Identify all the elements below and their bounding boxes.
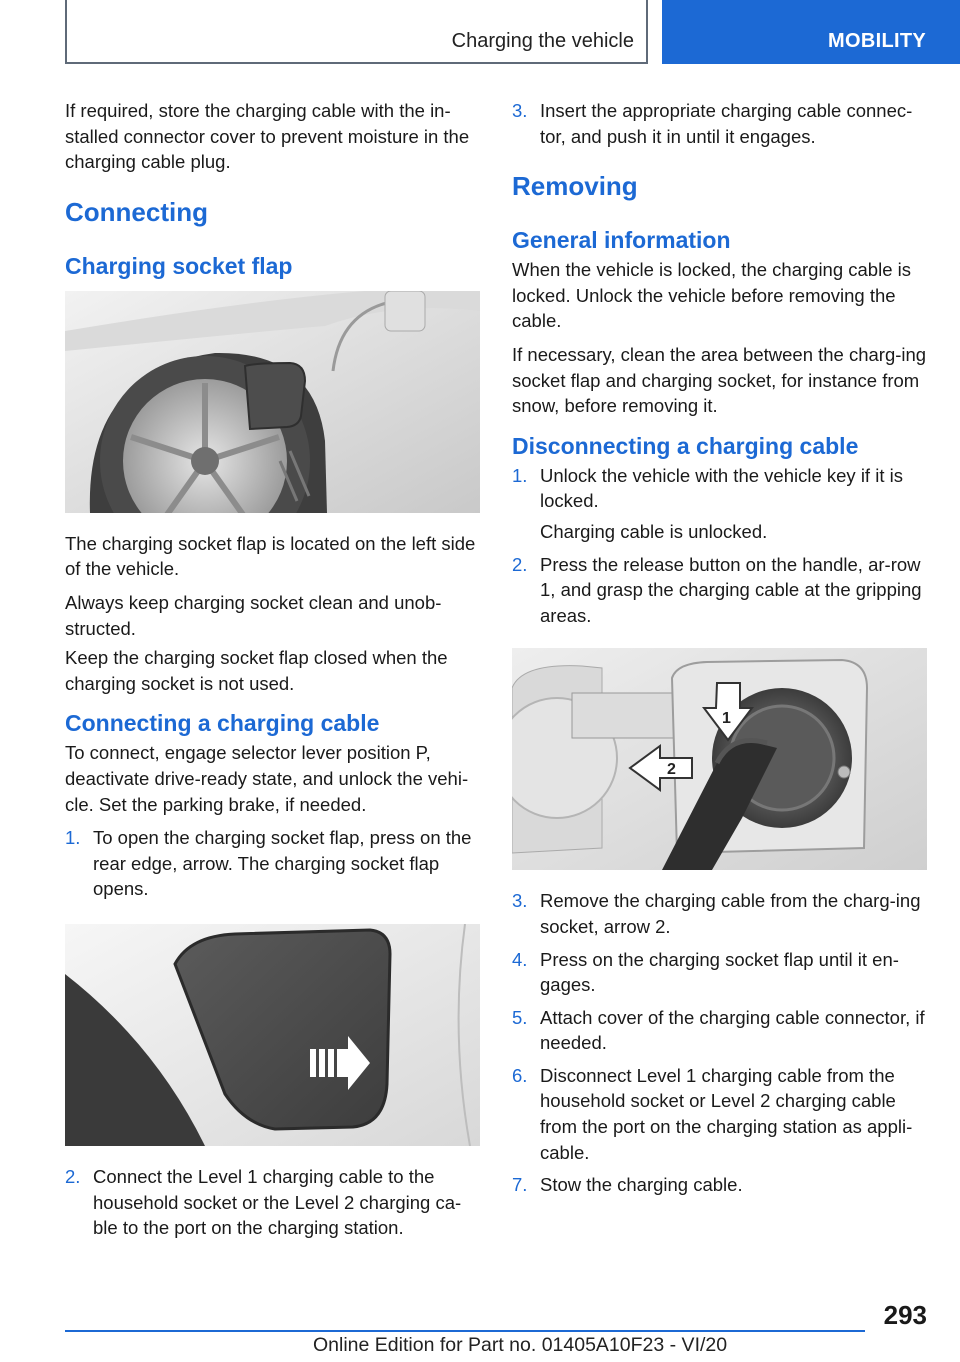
footer-divider bbox=[65, 1330, 865, 1332]
general-paragraph-2: If necessary, clean the area between the charg-ing socket flap and charging socket, for instance from snow, before removing it. bbox=[512, 343, 927, 417]
arrow-2-label: 2 bbox=[667, 761, 676, 779]
step-number: 5. bbox=[512, 1006, 528, 1028]
heading-connecting-cable: Connecting a charging cable bbox=[65, 710, 380, 737]
step-number: 6. bbox=[512, 1064, 528, 1086]
step-text: Disconnect Level 1 charging cable from the household socket or Level 2 charging cable from the port on the charging station as appli-cable. bbox=[540, 1064, 913, 1163]
connect-paragraph: To connect, engage selector lever position P, deactivate drive-ready state, and unlock the vehi-cle. Set the parking brake, if needed. bbox=[65, 742, 469, 815]
header-section-box bbox=[65, 0, 648, 64]
flap-paragraph-1: The charging socket flap is located on the left side of the vehicle. bbox=[65, 532, 476, 580]
socket-flap-illustration bbox=[65, 924, 480, 1146]
disconnect-step-1 bbox=[512, 463, 927, 514]
step-number: 1. bbox=[65, 827, 81, 849]
step-text: Stow the charging cable. bbox=[540, 1174, 743, 1196]
heading-general-information: General information bbox=[512, 227, 731, 254]
step-text: Connect the Level 1 charging cable to the household socket or the Level 2 charging ca-ble to the port on the charging station. bbox=[93, 1165, 462, 1239]
footer-edition: Online Edition for Part no. 01405A10F23 - VI/20 bbox=[313, 1334, 728, 1356]
step-text: To open the charging socket flap, press on the rear edge, arrow. The charging socket flap opens. bbox=[93, 827, 472, 900]
header-category-label: MOBILITY bbox=[828, 30, 926, 52]
disconnect-step-2 bbox=[512, 552, 927, 629]
car-side-illustration bbox=[65, 291, 480, 513]
step-text: Remove the charging cable from the charg-ing socket, arrow 2. bbox=[540, 890, 921, 937]
heading-disconnecting-cable: Disconnecting a charging cable bbox=[512, 432, 859, 459]
step-number: 4. bbox=[512, 948, 528, 970]
flap-paragraph-3: Keep the charging socket flap closed when the charging socket is not used. bbox=[65, 647, 448, 694]
step-number: 3. bbox=[512, 890, 528, 912]
disconnect-step-1-result: Charging cable is unlocked. bbox=[540, 520, 768, 542]
step-number: 1. bbox=[512, 464, 528, 486]
step-number: 2. bbox=[65, 1165, 81, 1187]
left-column bbox=[65, 98, 480, 1248]
header-category-box bbox=[662, 0, 960, 64]
page-number: 293 bbox=[883, 1300, 927, 1330]
heading-charging-socket-flap: Charging socket flap bbox=[65, 252, 293, 279]
step-number: 7. bbox=[512, 1174, 528, 1196]
step-text: Press the release button on the handle, ar-row 1, and grasp the charging cable at the gripping areas. bbox=[540, 553, 922, 626]
flap-paragraph-2: Always keep charging socket clean and unob-structed. bbox=[65, 591, 442, 639]
disconnect-step-4 bbox=[512, 947, 927, 998]
left-step-2 bbox=[65, 1164, 480, 1241]
intro-paragraph: If required, store the charging cable with the in-stalled connector cover to prevent moisture in the charging cable plug. bbox=[65, 100, 470, 173]
step-number: 3. bbox=[512, 100, 528, 121]
disconnect-step-5 bbox=[512, 1005, 927, 1056]
heading-removing: Removing bbox=[512, 171, 638, 202]
left-step-1 bbox=[65, 825, 480, 902]
general-paragraph-1: When the vehicle is locked, the charging cable is locked. Unlock the vehicle before removing the cable. bbox=[512, 259, 911, 332]
disconnect-step-6 bbox=[512, 1063, 927, 1165]
step-number: 2. bbox=[512, 553, 528, 575]
right-step-3 bbox=[512, 98, 927, 149]
arrow-1-label: 1 bbox=[722, 710, 731, 728]
cable-removal-illustration bbox=[512, 648, 927, 870]
step-text: Unlock the vehicle with the vehicle key if it is locked. bbox=[540, 464, 903, 512]
disconnect-step-7 bbox=[512, 1172, 927, 1198]
header-section-title: Charging the vehicle bbox=[451, 30, 634, 52]
step-text: Attach cover of the charging cable connector, if needed. bbox=[540, 1006, 925, 1054]
right-column bbox=[512, 98, 927, 1205]
heading-connecting: Connecting bbox=[65, 196, 208, 227]
disconnect-step-3 bbox=[512, 888, 927, 939]
step-text: Press on the charging socket flap until it en-gages. bbox=[540, 948, 899, 996]
step-text: Insert the appropriate charging cable connec-tor, and push it in until it engages. bbox=[540, 100, 913, 147]
